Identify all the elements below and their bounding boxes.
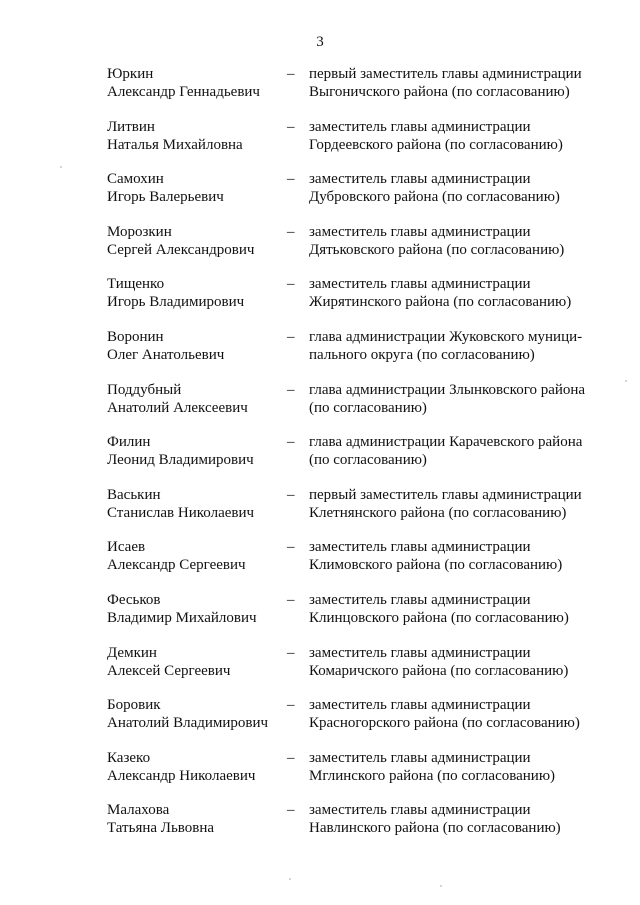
- person-name: [107, 223, 282, 259]
- person-name: [107, 696, 282, 732]
- dash-separator: –: [287, 539, 295, 556]
- given-names: Леонид Владимирович: [107, 452, 254, 469]
- given-names: Наталья Михайловна: [107, 136, 243, 153]
- position-line: (по согласованию): [309, 399, 427, 416]
- dash-separator: –: [287, 276, 295, 293]
- surname: Васькин: [107, 486, 161, 503]
- surname: Поддубный: [107, 381, 182, 398]
- dash-separator: –: [287, 118, 295, 135]
- given-names: Анатолий Владимирович: [107, 715, 269, 732]
- list-item: [0, 644, 640, 697]
- person-name: [107, 328, 282, 364]
- position-line: заместитель главы администрации: [309, 697, 531, 714]
- list-item: [0, 801, 640, 854]
- surname: Малахова: [107, 802, 170, 819]
- list-item: [0, 749, 640, 802]
- dash-separator: –: [287, 328, 295, 345]
- surname: Морозкин: [107, 223, 172, 240]
- list-item: [0, 591, 640, 644]
- position-line: Навлинского района (по согласованию): [309, 820, 561, 837]
- person-name: [107, 433, 282, 469]
- given-names: Александр Геннадьевич: [107, 84, 260, 100]
- position-description: [309, 433, 609, 469]
- position-line: заместитель главы администрации: [309, 644, 531, 661]
- surname: Филин: [107, 434, 151, 451]
- given-names: Алексей Сергеевич: [107, 662, 231, 679]
- surname: Боровик: [107, 697, 161, 714]
- list-item: [0, 381, 640, 434]
- given-names: Сергей Александрович: [107, 241, 255, 258]
- list-item: [0, 538, 640, 591]
- list-item: [0, 65, 640, 118]
- position-line: глава администрации Жуковского муници-: [309, 328, 583, 345]
- list-item: [0, 486, 640, 539]
- list-item: [0, 433, 640, 486]
- given-names: Татьяна Львовна: [107, 820, 215, 837]
- position-line: Выгоничского района (по согласованию): [309, 84, 570, 100]
- given-names: Александр Николаевич: [107, 767, 256, 784]
- position-line: Гордеевского района (по согласованию): [309, 136, 563, 153]
- page-number: 3: [316, 34, 324, 50]
- person-name: [107, 591, 282, 627]
- position-description: [309, 538, 609, 574]
- position-description: [309, 118, 609, 154]
- person-name: [107, 486, 282, 522]
- given-names: Станислав Николаевич: [107, 504, 255, 521]
- dash-separator: –: [287, 381, 295, 398]
- position-description: [309, 328, 609, 364]
- position-line: Дубровского района (по согласованию): [309, 189, 560, 206]
- scan-speck: [440, 885, 442, 887]
- position-line: (по согласованию): [309, 452, 427, 469]
- position-line: Жирятинского района (по согласованию): [309, 294, 572, 311]
- surname: Феськов: [107, 591, 161, 608]
- list-item: [0, 696, 640, 749]
- surname: Литвин: [107, 118, 155, 135]
- position-line: заместитель главы администрации: [309, 171, 531, 188]
- dash-separator: –: [287, 802, 295, 819]
- position-line: первый заместитель главы администрации: [309, 66, 582, 82]
- dash-separator: –: [287, 749, 295, 766]
- surname: Воронин: [107, 328, 164, 345]
- position-description: [309, 65, 609, 101]
- dash-separator: –: [287, 697, 295, 714]
- position-line: заместитель главы администрации: [309, 749, 531, 766]
- position-description: [309, 486, 609, 522]
- position-description: [309, 223, 609, 259]
- position-line: Дятьковского района (по согласованию): [309, 241, 565, 258]
- dash-separator: –: [287, 591, 295, 608]
- list-item: [0, 170, 640, 223]
- position-line: заместитель главы администрации: [309, 591, 531, 608]
- surname: Казеко: [107, 749, 151, 766]
- dash-separator: –: [287, 644, 295, 661]
- position-description: [309, 381, 609, 417]
- position-line: Клинцовского района (по согласованию): [309, 609, 569, 626]
- list-item: [0, 328, 640, 381]
- given-names: Анатолий Алексеевич: [107, 399, 248, 416]
- list-item: [0, 223, 640, 276]
- position-line: Мглинского района (по согласованию): [309, 767, 556, 784]
- position-line: заместитель главы администрации: [309, 118, 531, 135]
- scan-speck: [625, 380, 627, 382]
- given-names: Александр Сергеевич: [107, 557, 246, 574]
- position-description: [309, 644, 609, 680]
- position-description: [309, 275, 609, 311]
- position-description: [309, 591, 609, 627]
- position-line: заместитель главы администрации: [309, 802, 531, 819]
- dash-separator: –: [287, 434, 295, 451]
- position-line: глава администрации Карачевского района: [309, 434, 583, 451]
- person-name: [107, 65, 282, 101]
- scan-speck: [60, 166, 62, 168]
- person-name: [107, 118, 282, 154]
- list-item: [0, 275, 640, 328]
- surname: Юркин: [107, 66, 154, 82]
- position-line: пального округа (по согласованию): [309, 346, 535, 363]
- dash-separator: –: [287, 486, 295, 503]
- position-line: Красногорского района (по согласованию): [309, 715, 580, 732]
- position-line: заместитель главы администрации: [309, 223, 531, 240]
- position-description: [309, 170, 609, 206]
- person-name: [107, 801, 282, 837]
- surname: Демкин: [107, 644, 157, 661]
- position-line: заместитель главы администрации: [309, 276, 531, 293]
- surname: Тищенко: [107, 276, 165, 293]
- given-names: Олег Анатольевич: [107, 346, 225, 363]
- position-line: глава администрации Злынковского района: [309, 381, 586, 398]
- position-description: [309, 749, 609, 785]
- scan-speck: [289, 878, 291, 880]
- person-name: [107, 170, 282, 206]
- position-line: Комаричского района (по согласованию): [309, 662, 569, 679]
- position-description: [309, 696, 609, 732]
- position-line: первый заместитель главы администрации: [309, 486, 582, 503]
- person-name: [107, 749, 282, 785]
- position-line: Климовского района (по согласованию): [309, 557, 563, 574]
- position-line: Клетнянского района (по согласованию): [309, 504, 567, 521]
- person-name: [107, 538, 282, 574]
- position-line: заместитель главы администрации: [309, 539, 531, 556]
- dash-separator: –: [287, 171, 295, 188]
- person-name: [107, 381, 282, 417]
- list-item: [0, 118, 640, 171]
- position-description: [309, 801, 609, 837]
- dash-separator: –: [287, 223, 295, 240]
- given-names: Игорь Валерьевич: [107, 189, 224, 206]
- dash-separator: –: [287, 66, 295, 82]
- personnel-list: [0, 65, 640, 854]
- given-names: Владимир Михайлович: [107, 609, 257, 626]
- person-name: [107, 644, 282, 680]
- surname: Самохин: [107, 171, 164, 188]
- given-names: Игорь Владимирович: [107, 294, 245, 311]
- surname: Исаев: [107, 539, 146, 556]
- person-name: [107, 275, 282, 311]
